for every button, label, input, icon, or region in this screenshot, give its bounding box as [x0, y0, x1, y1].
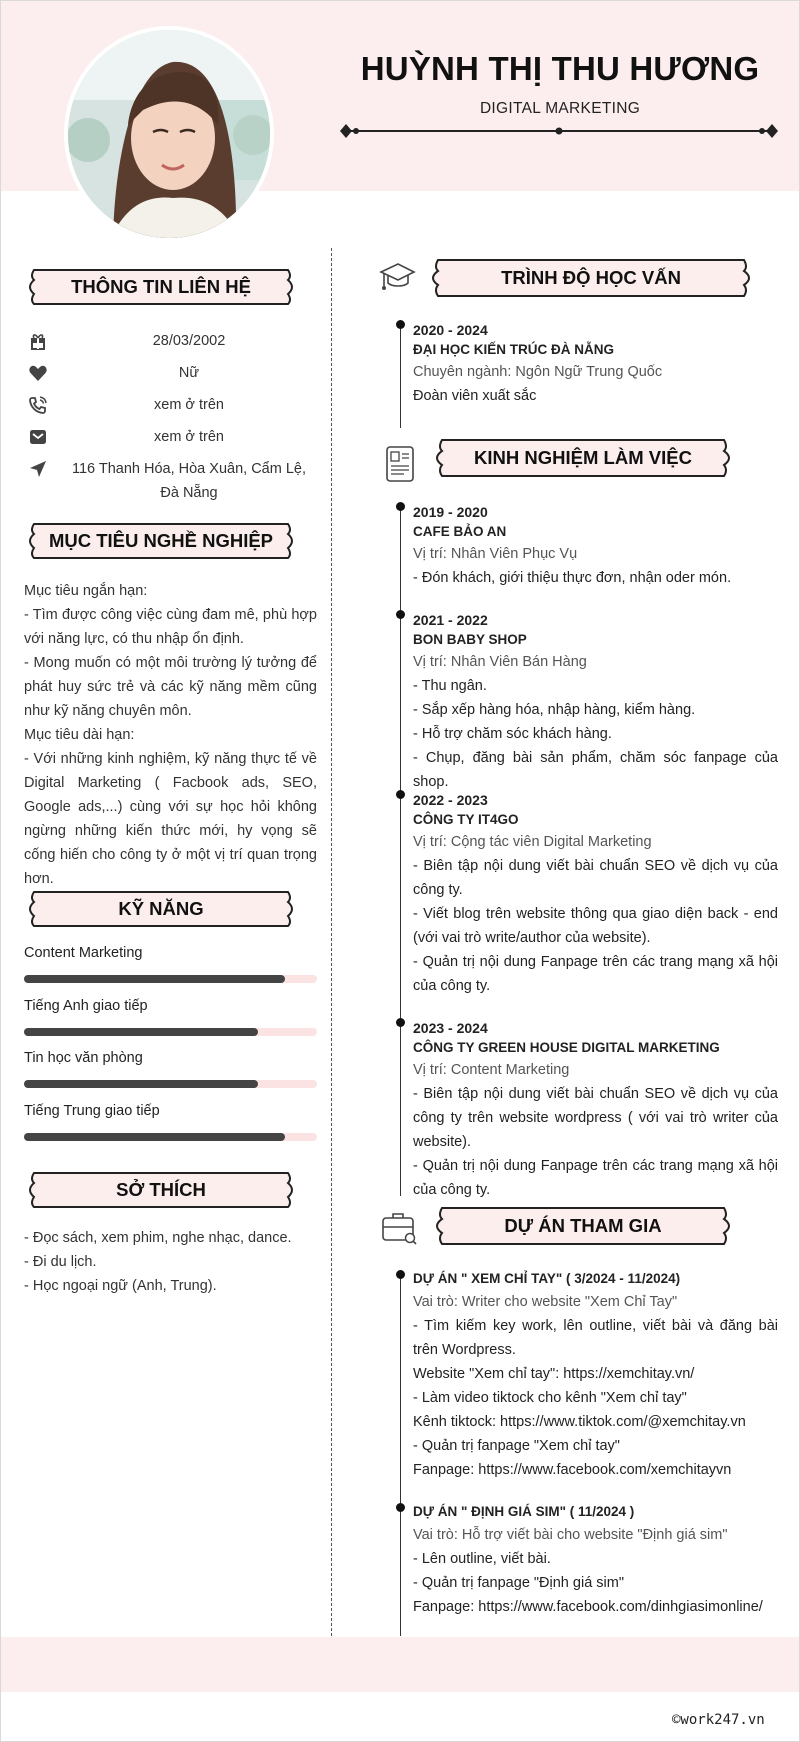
avatar [64, 26, 274, 242]
job-duty: - Quản trị nội dung Fanpage trên các trang mạng xã hội của công ty. [413, 1158, 778, 1198]
job-years: 2021 - 2022 [413, 612, 488, 628]
skill-bar [24, 1080, 317, 1088]
skill-bar [24, 975, 317, 983]
resume-icon [382, 445, 420, 483]
job-duty: - Đón khách, giới thiệu thực đơn, nhận oder món. [413, 570, 732, 586]
short-term-goal-1: - Tìm được công việc cùng đam mê, phù hợp với năng lực, có thu nhập ổn định. [24, 607, 317, 647]
short-term-label: Mục tiêu ngắn hạn: [24, 583, 148, 599]
envelope-icon [28, 427, 48, 447]
address-row [24, 457, 320, 505]
experience-entry [413, 610, 778, 794]
timeline-dot [396, 1270, 405, 1279]
timeline-dot [396, 610, 405, 619]
job-position: Vị trí: Nhân Viên Phục Vụ [413, 546, 578, 562]
job-duty: - Sắp xếp hàng hóa, nhập hàng, kiểm hàng. [413, 702, 696, 718]
candidate-name: HUỲNH THỊ THU HƯƠNG [360, 50, 760, 87]
objective-heading [24, 522, 298, 560]
skill-bar [24, 1133, 317, 1141]
skill-label: Tiếng Trung giao tiếp [24, 1103, 160, 1119]
job-duty: - Thu ngân. [413, 678, 487, 694]
project-line: - Lên outline, viết bài. [413, 1551, 551, 1567]
job-years: 2022 - 2023 [413, 792, 488, 808]
job-duty: - Hỗ trợ chăm sóc khách hàng. [413, 726, 612, 742]
project-title: DỰ ÁN " ĐỊNH GIÁ SIM" ( 11/2024 ) [413, 1504, 635, 1519]
job-duty: - Biên tập nội dung viết bài chuẩn SEO về dịch vụ của công ty trên website wordpress ( với vai trò writer của website). [413, 1086, 778, 1150]
job-years: 2023 - 2024 [413, 1020, 488, 1036]
projects-heading [430, 1206, 736, 1246]
project-role: Vai trò: Writer cho website "Xem Chỉ Tay" [413, 1294, 678, 1310]
footer-band [1, 1637, 799, 1692]
experience-heading [430, 438, 736, 478]
birthday-row [24, 329, 320, 353]
job-duty: - Quản trị nội dung Fanpage trên các trang mạng xã hội của công ty. [413, 954, 778, 994]
objective-body [24, 579, 317, 891]
phone-row [24, 393, 320, 417]
skill-label: Content Marketing [24, 945, 143, 961]
job-company: CÔNG TY GREEN HOUSE DIGITAL MARKETING [413, 1040, 720, 1055]
email-value: xem ở trên [154, 429, 224, 445]
long-term-goal-1: - Với những kinh nghiệm, kỹ năng thực tế về Digital Marketing ( Facbook ads, SEO, Google ads,...) cùng với sự học hỏi không ngừng những kiến thức mới, hy vọng sẽ cống hiến cho công ty ở một vị trí quan trọng hơn. [24, 751, 317, 887]
address-line-2: Đà Nẵng [160, 485, 218, 501]
hobby-item: - Đọc sách, xem phim, nghe nhạc, dance. [24, 1230, 292, 1246]
education-title: TRÌNH ĐỘ HỌC VẤN [501, 267, 681, 288]
timeline-dot [396, 1018, 405, 1027]
projects-title: DỰ ÁN THAM GIA [504, 1215, 662, 1236]
project-line: - Tìm kiếm key work, lên outline, viết bài và đăng bài trên Wordpress. [413, 1318, 778, 1358]
graduation-cap-icon [378, 258, 416, 296]
timeline-dot [396, 320, 405, 329]
gift-icon [28, 331, 48, 351]
hobbies-list [24, 1226, 317, 1298]
timeline-dot [396, 1503, 405, 1512]
job-duty: - Chụp, đăng bài sản phẩm, chăm sóc fanpage của shop. [413, 750, 778, 790]
skills-heading [24, 890, 298, 928]
contact-heading [24, 268, 298, 306]
experience-entry [413, 1018, 778, 1202]
job-position: Vị trí: Content Marketing [413, 1062, 570, 1078]
short-term-goal-2: - Mong muốn có một môi trường lý tưởng để phát huy sức trẻ và các kỹ năng mềm cũng như kỹ năng chuyên môn. [24, 655, 317, 719]
job-duty: - Viết blog trên website thông qua giao diện back - end (với vai trò write/author của website). [413, 906, 778, 946]
job-company: BON BABY SHOP [413, 632, 527, 647]
long-term-label: Mục tiêu dài hạn: [24, 727, 135, 743]
heart-icon [28, 363, 48, 383]
school-name: ĐẠI HỌC KIẾN TRÚC ĐÀ NẴNG [413, 342, 614, 357]
skill-bar [24, 1028, 317, 1036]
objective-title: MỤC TIÊU NGHỀ NGHIỆP [48, 530, 274, 551]
column-divider [331, 248, 332, 1636]
experience-title: KINH NGHIỆM LÀM VIỆC [474, 447, 692, 468]
briefcase-icon [380, 1208, 418, 1246]
education-heading [426, 258, 756, 298]
job-position: Vị trí: Nhân Viên Bán Hàng [413, 654, 587, 670]
timeline-dot [396, 502, 405, 511]
project-line: - Làm video tiktock cho kênh "Xem chỉ tay" [413, 1390, 687, 1406]
project-line: Fanpage: https://www.facebook.com/dinhgiasimonline/ [413, 1599, 763, 1615]
avatar-illustration [68, 30, 274, 242]
email-row [24, 425, 320, 449]
skills-title: KỸ NĂNG [118, 898, 204, 919]
hobbies-title: SỞ THÍCH [116, 1179, 206, 1200]
education-years: 2020 - 2024 [413, 322, 488, 338]
experience-entry [413, 790, 778, 998]
job-duty: - Biên tập nội dung viết bài chuẩn SEO về dịch vụ của công ty. [413, 858, 778, 898]
education-timeline [400, 324, 401, 428]
gender-value: Nữ [178, 365, 200, 381]
address-line-1: 116 Thanh Hóa, Hòa Xuân, Cẩm Lệ, [71, 461, 307, 477]
skill-bar-fill [24, 1028, 258, 1036]
project-line: - Quản trị fanpage "Xem chỉ tay" [413, 1438, 620, 1454]
project-line: Fanpage: https://www.facebook.com/xemchitayvn [413, 1462, 732, 1478]
location-arrow-icon [28, 459, 48, 479]
contact-title: THÔNG TIN LIÊN HỆ [71, 276, 251, 297]
skill-label: Tiếng Anh giao tiếp [24, 998, 148, 1014]
job-company: CAFE BẢO AN [413, 524, 507, 539]
candidate-role: DIGITAL MARKETING [479, 100, 641, 117]
hobby-item: - Học ngoại ngữ (Anh, Trung). [24, 1278, 217, 1294]
projects-timeline [400, 1272, 401, 1636]
phone-icon [28, 395, 48, 415]
skill-bar-fill [24, 1133, 285, 1141]
job-position: Vị trí: Cộng tác viên Digital Marketing [413, 834, 652, 850]
project-line: Website "Xem chỉ tay": https://xemchitay.vn/ [413, 1366, 695, 1382]
hobbies-heading [24, 1171, 298, 1209]
title-ornament [338, 118, 780, 144]
experience-entry [413, 502, 778, 590]
birthday-value: 28/03/2002 [152, 333, 226, 349]
phone-value: xem ở trên [154, 397, 224, 413]
project-line: Kênh tiktock: https://www.tiktok.com/@xemchitay.vn [413, 1414, 746, 1430]
job-years: 2019 - 2020 [413, 504, 488, 520]
education-major: Chuyên ngành: Ngôn Ngữ Trung Quốc [413, 364, 663, 380]
education-note: Đoàn viên xuất sắc [413, 388, 537, 404]
job-company: CÔNG TY IT4GO [413, 812, 519, 827]
brand-watermark: ©work247.vn [672, 1712, 765, 1728]
skill-label: Tin học văn phòng [24, 1050, 143, 1066]
project-role: Vai trò: Hỗ trợ viết bài cho website "Định giá sim" [413, 1527, 728, 1543]
skill-bar-fill [24, 975, 285, 983]
project-line: - Quản trị fanpage "Định giá sim" [413, 1575, 624, 1591]
skill-bar-fill [24, 1080, 258, 1088]
project-entry [413, 1501, 778, 1619]
gender-row [24, 361, 320, 385]
education-entry [413, 320, 778, 408]
timeline-dot [396, 790, 405, 799]
project-title: DỰ ÁN " XEM CHỈ TAY" ( 3/2024 - 11/2024) [413, 1271, 681, 1286]
hobby-item: - Đi du lịch. [24, 1254, 97, 1270]
project-entry [413, 1268, 778, 1482]
